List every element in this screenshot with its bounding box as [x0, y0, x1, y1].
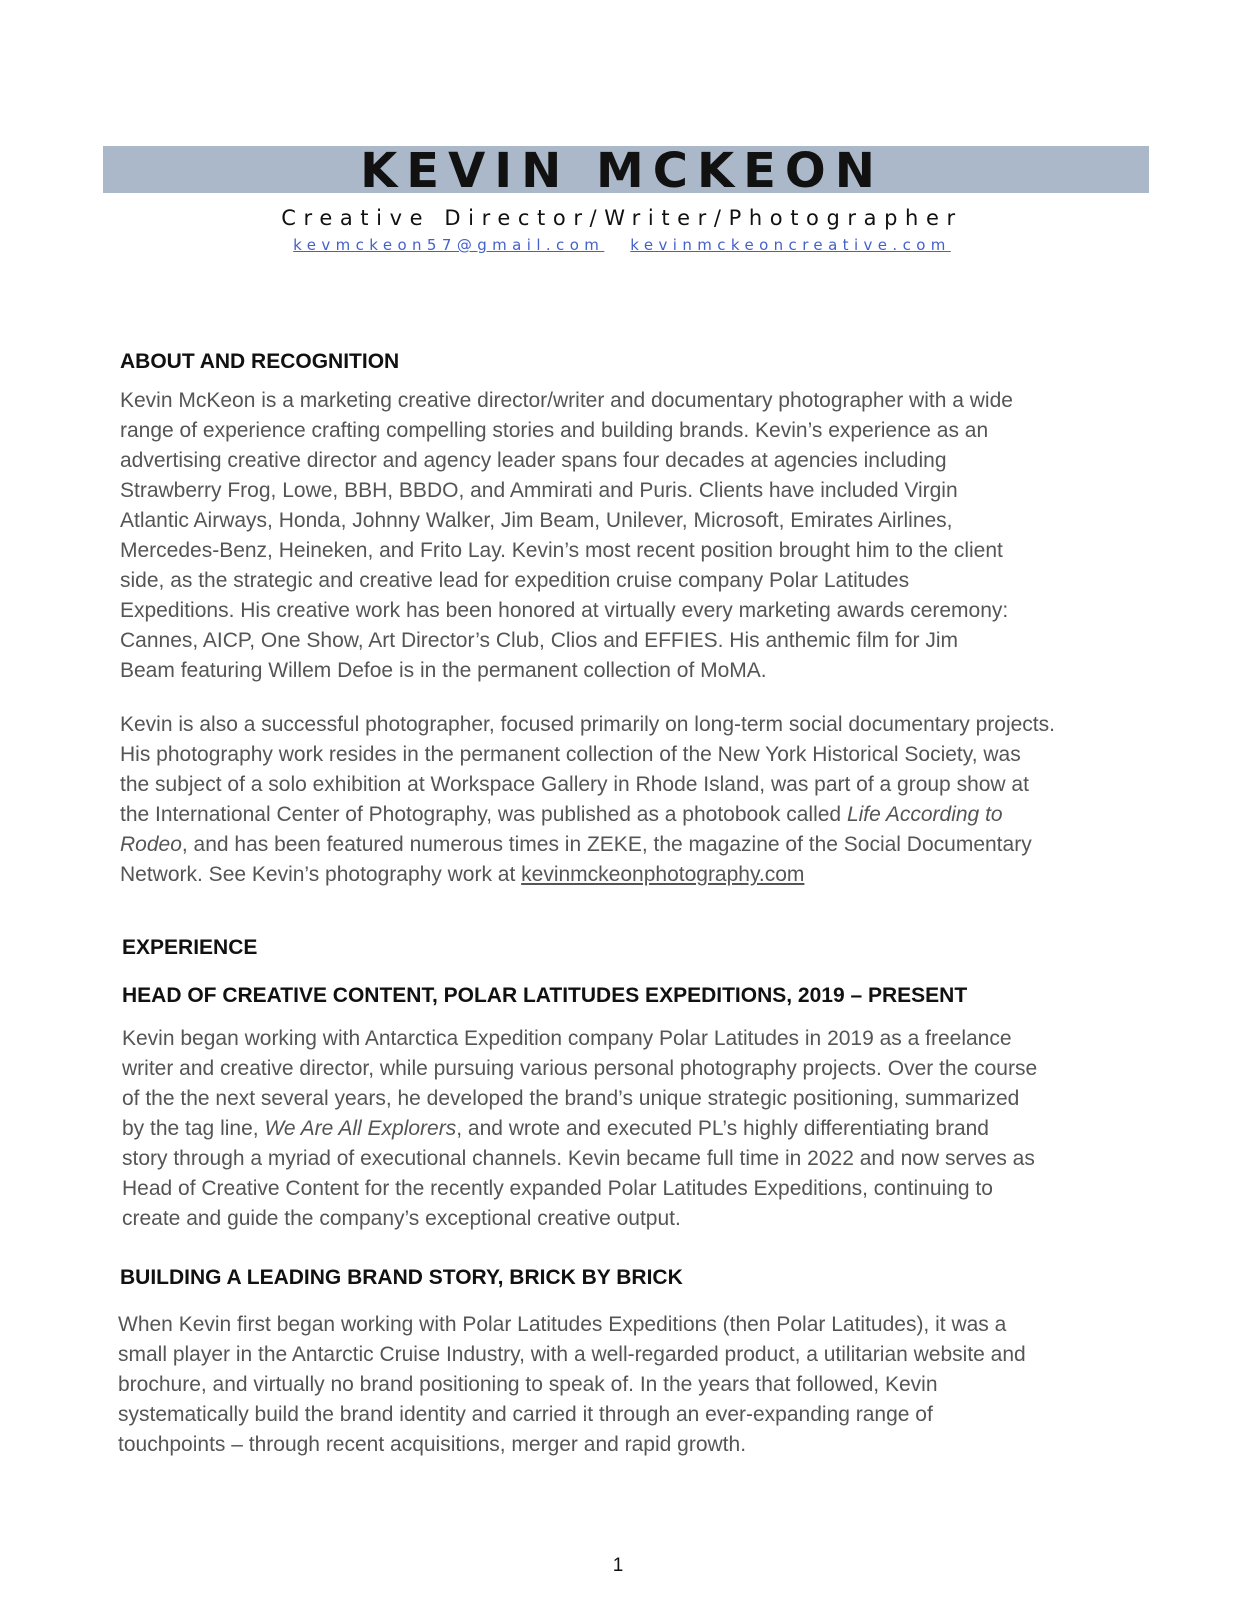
about-paragraph-1	[120, 386, 1140, 686]
text-line	[122, 1114, 1142, 1144]
text-line: Expeditions. His creative work has been honored at virtually every marketing awards ceremony:	[120, 599, 1009, 622]
text-line: Mercedes-Benz, Heineken, and Frito Lay. Kevin’s most recent position brought him to the client	[120, 539, 1003, 562]
text-segment: , and has been featured numerous times in ZEKE, the magazine of the Social Documentary	[181, 833, 1032, 856]
text-line: the subject of a solo exhibition at Workspace Gallery in Rhode Island, was part of a group show at	[120, 773, 1029, 796]
text-line: story through a myriad of executional channels. Kevin became full time in 2022 and now serves as	[122, 1147, 1035, 1170]
text-segment: the International Center of Photography, was published as a photobook called	[120, 803, 847, 826]
text-segment: , and wrote and executed PL’s highly differentiating brand	[456, 1117, 989, 1140]
text-line	[120, 800, 1140, 830]
text-line: systematically build the brand identity and carried it through an ever-expanding range of	[118, 1403, 933, 1426]
text-line: When Kevin first began working with Polar Latitudes Expeditions (then Polar Latitudes), it was a	[118, 1313, 1007, 1336]
text-line	[120, 860, 1140, 890]
book-title: Life According to	[846, 803, 1003, 826]
brand-story-paragraph	[118, 1310, 1138, 1460]
text-line: Kevin began working with Antarctica Expedition company Polar Latitudes in 2019 as a freelance	[122, 1027, 1012, 1050]
text-line: Strawberry Frog, Lowe, BBH, BBDO, and Ammirati and Puris. Clients have included Virgin	[120, 479, 958, 502]
brand-story-heading: BUILDING A LEADING BRAND STORY, BRICK BY BRICK	[120, 1266, 683, 1289]
resume-name: KEVIN MCKEON	[360, 143, 884, 199]
text-line: advertising creative director and agency leader spans four decades at agencies including	[120, 449, 947, 472]
text-line: of the the next several years, he developed the brand’s unique strategic positioning, summarized	[122, 1087, 1020, 1110]
tagline: We Are All Explorers	[264, 1117, 457, 1140]
text-line: Kevin is also a successful photographer, focused primarily on long-term social documentary projects.	[120, 713, 1055, 736]
text-line: create and guide the company’s exceptional creative output.	[122, 1207, 681, 1230]
experience-heading: EXPERIENCE	[122, 936, 258, 959]
job-title: HEAD OF CREATIVE CONTENT, POLAR LATITUDES EXPEDITIONS, 2019 – PRESENT	[122, 984, 968, 1007]
text-segment: Network. See Kevin’s photography work at	[120, 863, 522, 886]
text-line: touchpoints – through recent acquisitions, merger and rapid growth.	[118, 1433, 747, 1456]
text-line: brochure, and virtually no brand positioning to speak of. In the years that followed, Kevin	[118, 1373, 938, 1396]
text-line: Cannes, AICP, One Show, Art Director’s Club, Clios and EFFIES. His anthemic film for Jim	[120, 629, 958, 652]
resume-subtitle: Creative Director/Writer/Photographer	[281, 206, 963, 230]
website-link[interactable]: kevinmckeoncreative.com	[630, 236, 951, 254]
text-line: Head of Creative Content for the recently expanded Polar Latitudes Expeditions, continuing to	[122, 1177, 993, 1200]
book-title: Rodeo	[120, 833, 182, 856]
text-segment: by the tag line,	[122, 1117, 265, 1140]
text-line: side, as the strategic and creative lead for expedition cruise company Polar Latitudes	[120, 569, 910, 592]
email-link[interactable]: kevmckeon57@gmail.com	[293, 236, 605, 254]
about-heading: ABOUT AND RECOGNITION	[120, 350, 400, 373]
text-line: Beam featuring Willem Defoe is in the permanent collection of MoMA.	[120, 659, 767, 682]
text-line: Kevin McKeon is a marketing creative director/writer and documentary photographer with a wide	[120, 389, 1013, 412]
text-line: His photography work resides in the permanent collection of the New York Historical Society, was	[120, 743, 1021, 766]
contact-links	[0, 234, 1244, 256]
text-line: Atlantic Airways, Honda, Johnny Walker, Jim Beam, Unilever, Microsoft, Emirates Airlines,	[120, 509, 953, 532]
job-description	[122, 1024, 1142, 1234]
text-line: range of experience crafting compelling stories and building brands. Kevin’s experience as an	[120, 419, 989, 442]
text-line	[120, 830, 1140, 860]
text-line: writer and creative director, while pursuing various personal photography projects. Over the course	[122, 1057, 1038, 1080]
text-line: small player in the Antarctic Cruise Industry, with a well-regarded product, a utilitarian website and	[118, 1343, 1026, 1366]
photography-link[interactable]: kevinmckeonphotography.com	[521, 863, 805, 886]
about-paragraph-2	[120, 710, 1140, 890]
page-number: 1	[612, 1555, 624, 1576]
